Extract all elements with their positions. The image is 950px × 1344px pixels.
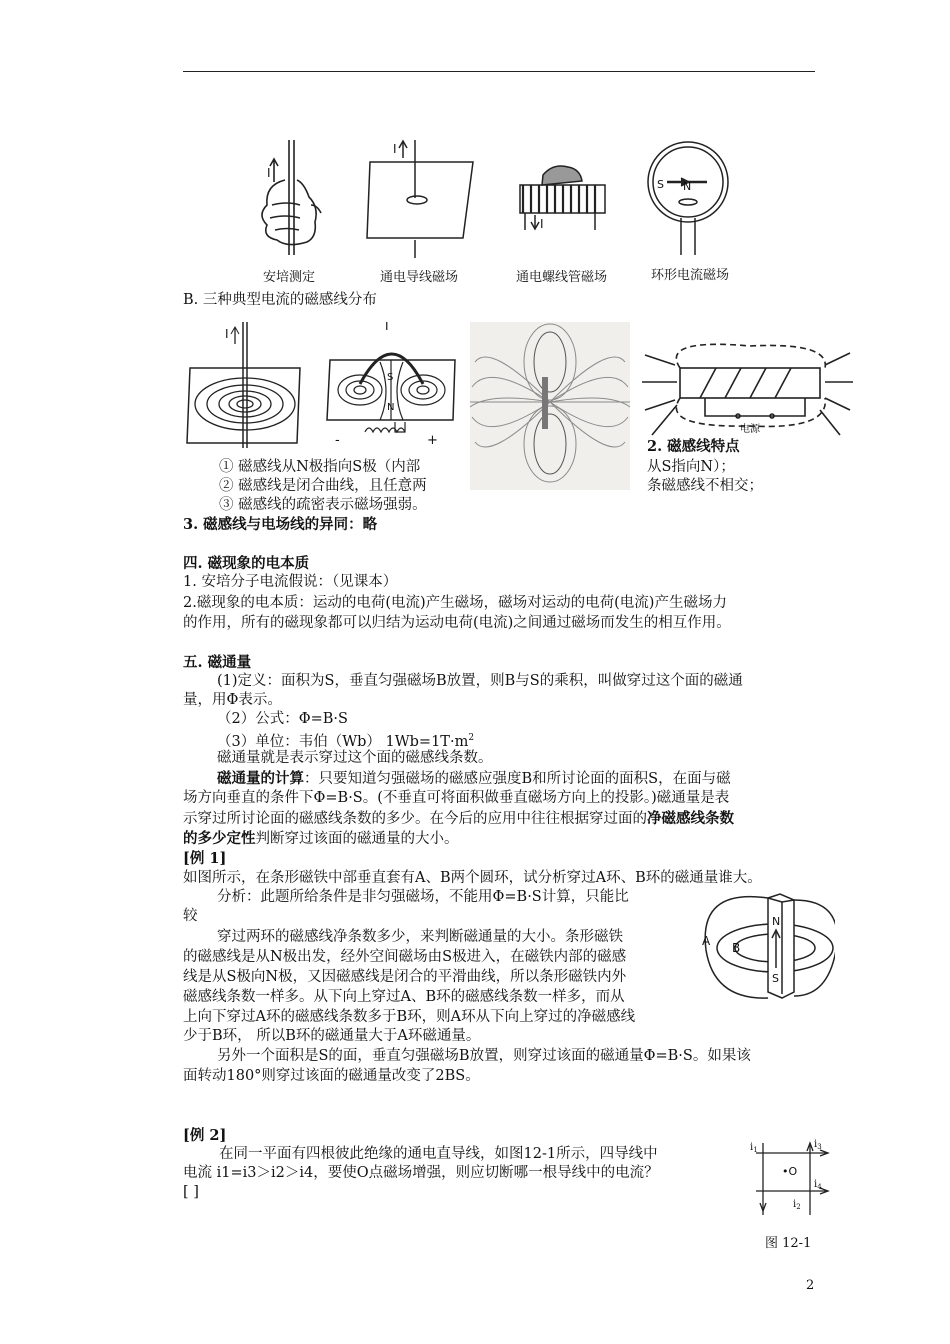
example-1-analysis-2: 较: [183, 908, 198, 924]
ring2-current-label: I: [385, 322, 389, 333]
example-2-label: [例 2]: [183, 1127, 227, 1144]
wire-i4-label: [814, 1179, 822, 1191]
ring-n-label: N: [683, 180, 692, 193]
solenoid-figure: [520, 166, 605, 230]
ring2-s-label: S: [387, 372, 394, 383]
caption-ampere: 安培测定: [263, 270, 316, 285]
wire-current-label: I: [393, 142, 397, 156]
ring2-n-label: N: [387, 402, 395, 413]
ampere-rule-figure: [262, 140, 321, 255]
wire-i3-label: [814, 1139, 822, 1151]
wire-i4-sub: 4: [817, 1183, 822, 1191]
wire-i4-letter: i: [814, 1179, 818, 1190]
wire-i1-letter: i: [750, 1142, 754, 1153]
example-1-analysis-3: 穿过两环的磁感线净条数多少，来判断磁通量的大小。条形磁铁: [217, 929, 623, 945]
feature-right-line-1: 从S指向N）；: [647, 459, 735, 475]
ring-a-label: A: [702, 934, 711, 948]
definition-line-b: 量，用Φ表示。: [183, 692, 282, 708]
ring-current-figure: [648, 142, 728, 255]
example-1-analysis-10: 面转动180°则穿过该面的磁通量改变了2BS。: [183, 1068, 480, 1084]
magnet-s-label: S: [772, 972, 779, 985]
calc-text-c1: 示穿过所讨论面的磁感线条数的多少。在今后的应用中往往根据穿过面的: [183, 811, 647, 827]
wire-field-lines-figure: [185, 318, 305, 453]
point-o-label: •O: [782, 1165, 798, 1178]
calc-bold-d1: 的多少定性: [183, 830, 256, 847]
definition-line-a: (1)定义：面积为S，垂直匀强磁场B放置，则B与S的乘积，叫做穿过这个面的磁通: [217, 673, 743, 689]
formula-line: （2）公式：Φ=B·S: [217, 711, 348, 727]
solenoid-field-figure: [640, 340, 855, 440]
calc-text-d2: 判断穿过该面的磁通量的大小。: [255, 831, 459, 847]
wire-i3-letter: i: [814, 1139, 818, 1150]
bar-magnet-rings-figure: [700, 890, 835, 1005]
caption-ring: 环形电流磁场: [651, 268, 730, 283]
unit-superscript: 2: [468, 733, 475, 743]
calc-text-a: ：只要知道匀强磁场的磁感应强度B和所讨论面的面积S，在面与磁: [304, 771, 731, 787]
wire-i2-label: [793, 1199, 801, 1211]
caption-wire: 通电导线磁场: [380, 270, 459, 285]
loop-field-photo-figure: [470, 322, 630, 490]
example-1-analysis-1: 分析：此题所给条件是非匀强磁场，不能用Φ=B·S计算，只能比: [217, 889, 629, 905]
calc-line-b: 场方向垂直的条件下Φ=B·S。(不垂直可将面积做垂直磁场方向上的投影。)磁通量是表: [183, 790, 730, 806]
calc-line-a: [217, 769, 731, 789]
calc-line-d: [183, 829, 459, 849]
wire-i1-sub: 1: [753, 1146, 758, 1154]
power-source-label: 电源: [740, 424, 760, 435]
example-1-analysis-4: 的磁感线是从N极出发，经外空间磁场由S极进入，在磁铁内部的磁感: [183, 949, 627, 965]
unit-text: （3）单位：韦伯（Wb） 1Wb=1T·m: [217, 733, 469, 750]
header-rule: [183, 71, 815, 72]
wire-i2-letter: i: [793, 1199, 797, 1210]
example-1-analysis-8: 少于B环， 所以B环的磁通量大于A环磁通量。: [183, 1028, 481, 1044]
feature-item-3: ③ 磁感线的疏密表示磁场强弱。: [219, 497, 427, 513]
ring-field-lines-figure: [325, 322, 460, 447]
section-4-line-2a: 2.磁现象的电本质：运动的电荷(电流)产生磁场，磁场对运动的电荷(电流)产生磁场力: [183, 595, 727, 611]
example-1-analysis-5: 线是从S极向N极，又因磁感线是闭合的平滑曲线，所以条形磁铁内外: [183, 969, 627, 985]
example-1-analysis-7: 上向下穿过A环的磁感线条数多于B环，则A环从下向上穿过的净磁感线: [183, 1009, 636, 1025]
ring-s-label: S: [657, 178, 664, 191]
calc-bold-label: 磁通量的计算: [217, 770, 304, 787]
top-figures: [245, 130, 765, 285]
section-4-line-2b: 的作用，所有的磁现象都可以归结为运动电荷(电流)之间通过磁场而发生的相互作用。: [183, 615, 731, 631]
figure-12-1-caption: 图 12-1: [765, 1236, 812, 1251]
item-3-heading: 3. 磁感线与电场线的异同：略: [183, 516, 378, 533]
page-number: 2: [806, 1278, 815, 1293]
feature-heading: 2. 磁感线特点: [647, 438, 740, 455]
example-1-question: 如图所示，在条形磁铁中部垂直套有A、B两个圆环，试分析穿过A环、B环的磁通量谁大。: [183, 870, 762, 886]
meaning-line: 磁通量就是表示穿过这个面的磁感线条数。: [217, 750, 493, 766]
calc-bold-c2: 净磁感线条数: [647, 810, 734, 827]
battery-minus-label: -: [335, 433, 340, 447]
wire2-current-label: I: [225, 327, 229, 341]
caption-solenoid: 通电螺线管磁场: [516, 270, 608, 285]
feature-item-1: ① 磁感线从N极指向S极（内部: [219, 459, 421, 475]
magnet-n-label: N: [772, 915, 781, 928]
four-wires-figure: [748, 1135, 833, 1220]
wire-i3-sub: 3: [817, 1143, 822, 1151]
calc-line-c: [183, 809, 734, 829]
example-2-question-2: 电流 i1=i3＞i2＞i4，要使O点磁场增强，则应切断哪一根导线中的电流？: [183, 1165, 659, 1181]
solenoid-current-label: I: [540, 217, 544, 231]
wire-i1-label: [750, 1142, 758, 1154]
section-5-title: 五. 磁通量: [183, 654, 252, 671]
section-b-title: B. 三种典型电流的磁感线分布: [183, 292, 377, 308]
feature-right-line-2: 条磁感线不相交；: [647, 478, 763, 494]
ring-b-label: B: [732, 941, 741, 955]
battery-plus-label: +: [427, 433, 438, 447]
feature-item-2: ② 磁感线是闭合曲线，且任意两: [219, 478, 427, 494]
example-2-answer-bracket: [ ]: [183, 1184, 199, 1200]
wire-i2-sub: 2: [796, 1203, 801, 1211]
example-2-question-1: 在同一平面有四根彼此绝缘的通电直导线，如图12-1所示，四导线中: [219, 1146, 658, 1162]
section-4-line-1: 1. 安培分子电流假说：（见课本）: [183, 574, 398, 590]
example-1-analysis-6: 磁感线条数一样多。从下向上穿过A、B环的磁感线条数一样多，而从: [183, 989, 625, 1005]
section-4-title: 四. 磁现象的电本质: [183, 555, 310, 572]
straight-wire-figure: [367, 140, 473, 258]
example-1-analysis-9: 另外一个面积是S的面，垂直匀强磁场B放置，则穿过该面的磁通量Φ=B·S。如果该: [217, 1048, 751, 1064]
example-1-label: [例 1]: [183, 850, 227, 867]
ampere-current-label: I: [267, 166, 271, 180]
